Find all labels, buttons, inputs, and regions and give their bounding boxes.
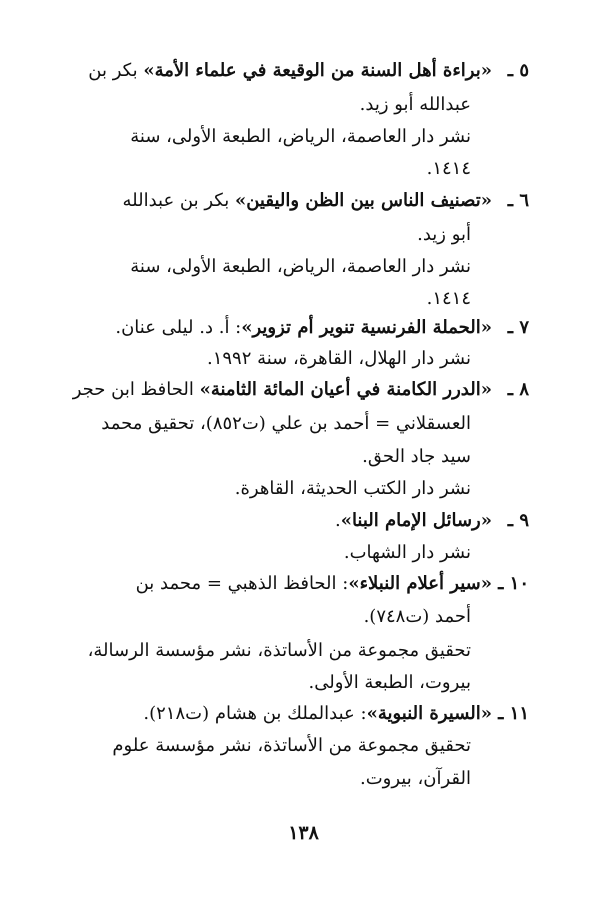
- entry-line: نشر دار الشهاب.: [343, 542, 471, 563]
- entry-title: «الدرر الكامنة في أعيان المائة الثامنة»: [199, 379, 492, 400]
- page-number: ١٣٨: [288, 822, 319, 844]
- entry-line: ١٤١٤.: [426, 158, 471, 179]
- entry-title: «تصنيف الناس بين الظن واليقين»: [234, 190, 492, 211]
- entry-first-line: [136, 569, 492, 599]
- entry-title: «براءة أهل السنة من الوقيعة في علماء الأمة»: [143, 60, 492, 81]
- entry-line: تحقيق مجموعة من الأساتذة، نشر مؤسسة علوم: [112, 735, 471, 756]
- entry-text: : الحافظ الذهبي = محمد بن: [135, 573, 349, 594]
- entry-text: بكر بن عبدالله: [122, 190, 235, 211]
- entry-text: الحافظ ابن حجر: [72, 379, 200, 400]
- entry-title: «السيرة النبوية»: [366, 703, 492, 724]
- entry-line: تحقيق مجموعة من الأساتذة، نشر مؤسسة الرسالة،: [87, 640, 471, 661]
- entry-first-line: [143, 699, 492, 729]
- entry-title: «سير أعلام النبلاء»: [348, 573, 492, 594]
- entry-number: ٨ ـ: [507, 379, 529, 400]
- entry-title: «الحملة الفرنسية تنوير أم تزوير»: [241, 317, 492, 338]
- entry-number: ١٠ ـ: [498, 573, 529, 594]
- entry-line: نشر دار العاصمة، الرياض، الطبعة الأولى، سنة: [130, 126, 471, 147]
- entry-first-line: [123, 186, 493, 216]
- entry-number: ١١ ـ: [498, 703, 529, 724]
- entry-title: «رسائل الإمام البنا»: [340, 510, 492, 531]
- entry-number: ٦ ـ: [507, 190, 529, 211]
- entry-line: بيروت، الطبعة الأولى.: [308, 672, 471, 693]
- entry-first-line: [73, 375, 492, 405]
- entry-text: : عبدالملك بن هشام (ت٢١٨).: [143, 703, 367, 724]
- entry-text: .: [334, 510, 341, 531]
- entry-text: : أ. د. ليلى عنان.: [115, 317, 242, 338]
- entry-first-line: [88, 56, 492, 86]
- entry-text: بكر بن: [88, 60, 144, 81]
- entry-line: ١٤١٤.: [426, 288, 471, 309]
- entry-number: ٥ ـ: [507, 60, 529, 81]
- entry-first-line: [115, 313, 492, 343]
- entry-line: أحمد (ت٧٤٨).: [363, 606, 471, 627]
- entry-line: أبو زيد.: [417, 224, 471, 245]
- entry-line: نشر دار الكتب الحديثة، القاهرة.: [234, 478, 471, 499]
- entry-line: نشر دار الهلال، القاهرة، سنة ١٩٩٢.: [206, 348, 471, 369]
- entry-first-line: [335, 506, 492, 536]
- entry-line: نشر دار العاصمة، الرياض، الطبعة الأولى، سنة: [130, 256, 471, 277]
- entry-line: العسقلاني = أحمد بن علي (ت٨٥٢)، تحقيق محمد: [101, 413, 471, 434]
- entry-line: سيد جاد الحق.: [362, 446, 471, 467]
- entry-line: القرآن، بيروت.: [359, 768, 471, 789]
- entry-number: ٩ ـ: [507, 510, 529, 531]
- entry-line: عبدالله أبو زيد.: [359, 94, 471, 115]
- entry-number: ٧ ـ: [507, 317, 529, 338]
